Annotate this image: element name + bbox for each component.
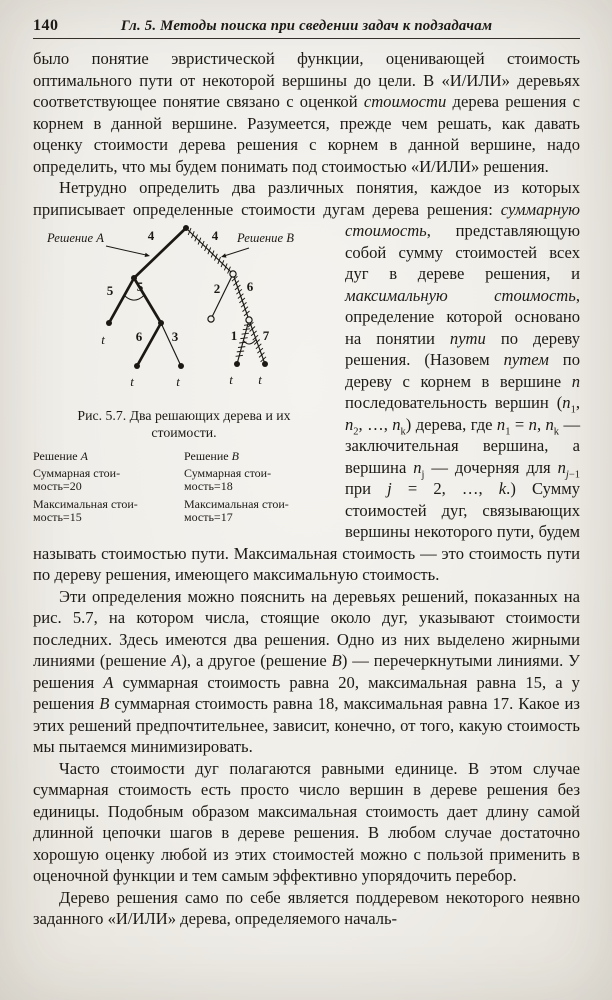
cost-column-a xyxy=(33,450,184,525)
paragraph-1: было понятие эвристической функции, оценивающей стоимость оптимального пути от некоторой вершины до цели. В «И/ИЛИ» деревьях соответствующее понятие связано с оценкой стоимости дерева решения с корнем в данной вершине. Разумеется, прежде чем решать, как давать оценку стоимости дерева решения с корнем в данной вершине, надо определить, что мы будем понимать под стоимостью «И/ИЛИ» решения. xyxy=(33,49,580,176)
page-number: 140 xyxy=(33,17,59,34)
cost-line: мость=18 xyxy=(184,479,233,493)
cost-title-b: Решение B xyxy=(184,449,239,463)
arrow-head-icon xyxy=(145,253,150,257)
paragraph-2-rest: суммарную стоимость, представляющую собой сумму стоимостей всех дуг в дереве решения, и максимальную стоимость, определение которой основано на понятии пути по дереву решения. (Назовем путем по дереву с корнем в вершине n последовательность вершин ($n_1$, $n_2$, …, $n_k$) дерева, где $n_1 = n$, $n_k$ — заключительная вершина, а вершина $n_j$ — дочерняя для $n_{j-1}$ при j = 2, …, k.) Сумму стоимостей дуг, связывающих вершины некоторого пути, будем называть стоимостью пути. Максимальная стоимость — это стоимость пути по дереву решения, имеющего максимальную стоимость. xyxy=(33,199,581,584)
solution-a-label: Решение A xyxy=(47,231,104,245)
chapter-title: Гл. 5. Методы поиска при сведении задач к подзадачам xyxy=(120,18,493,34)
running-header xyxy=(33,16,580,39)
solution-b-edges xyxy=(186,228,266,364)
solution-b-label: Решение B xyxy=(237,231,294,245)
solution-a-edges xyxy=(106,228,186,366)
arc-cost-labels xyxy=(107,228,270,344)
arc-cost: 7 xyxy=(262,328,270,343)
terminal-t: t xyxy=(101,332,105,347)
arc-cost: 2 xyxy=(213,281,221,296)
arc-cost: 4 xyxy=(147,228,155,243)
arc-cost: 6 xyxy=(246,279,254,294)
figure-caption-line: Рис. 5.7. Два решающих дерева и их xyxy=(77,408,291,423)
paragraph-4: Часто стоимости дуг полагаются равными единице. В этом случае суммарная стоимость есть просто число вершин в дереве решения без единицы. Подобным образом максимальная стоимость дает длину самой длинной цепочки шагов в дереве решения. В любом случае достаточно хорошую оценку любой из этих стоимостей можно с пользой применить в оценочной функции и тем самым эффективно упорядочить перебор. xyxy=(33,758,580,885)
cost-column-b xyxy=(184,450,335,525)
arc-cost: 5 xyxy=(106,283,114,298)
arc-cost: 3 xyxy=(171,329,179,344)
page-content xyxy=(33,16,580,930)
arc-cost: 5 xyxy=(136,279,144,294)
paragraph-2-lead: Нетрудно определить два различных понятия, каждое из которых приписывает определенные стоимости дугам дерева решения: xyxy=(33,178,580,219)
arc-cost: 4 xyxy=(211,228,219,243)
cost-line: Суммарная стои- xyxy=(33,465,121,480)
paragraph-5: Дерево решения само по себе является поддеревом некоторого неявно заданного «И/ИЛИ» дерева, определяемого началь- xyxy=(33,887,580,928)
terminal-t: t xyxy=(130,374,134,389)
cost-line: мость=15 xyxy=(33,510,82,524)
terminal-t: t xyxy=(229,372,233,387)
cost-line: Максимальная стои- xyxy=(33,496,138,511)
terminal-t: t xyxy=(258,372,262,387)
cost-line: Максимальная стои- xyxy=(184,496,289,511)
root-node xyxy=(183,225,189,231)
figure-caption-line: стоимости. xyxy=(151,424,217,440)
figure-5-7 xyxy=(33,223,335,525)
figure-caption xyxy=(33,408,335,441)
cost-title-a: Решение A xyxy=(33,449,88,463)
cost-line: Суммарная стои- xyxy=(184,465,272,480)
arc-cost: 6 xyxy=(135,329,143,344)
arc-cost: 1 xyxy=(230,328,238,343)
paragraph-2 xyxy=(33,177,580,586)
arrow-head-icon xyxy=(221,253,227,257)
figure-cost-table xyxy=(33,450,335,525)
paragraph-3: Эти определения можно пояснить на деревьях решений, показанных на рис. 5.7, на котором числа, стоящие около дуг, указывают стоимости последних. Здесь имеются два решения. Одно из них выделено жирными линиями (решение A), а другое (решение B) — перечеркнутыми линиями. У решения A суммарная стоимость равна 20, максимальная равна 15, а у решения B суммарная стоимость равна 18, максимальная равна 17. Какое из этих решений предпочтительнее, зависит, конечно, от того, какую стоимость мы пытаемся минимизировать. xyxy=(33,586,580,756)
alternative-edges xyxy=(161,274,233,366)
figure-tree xyxy=(33,223,335,401)
cost-line: мость=17 xyxy=(184,510,233,524)
terminal-t: t xyxy=(176,374,180,389)
cost-line: мость=20 xyxy=(33,479,82,493)
tree-nodes xyxy=(106,225,268,369)
